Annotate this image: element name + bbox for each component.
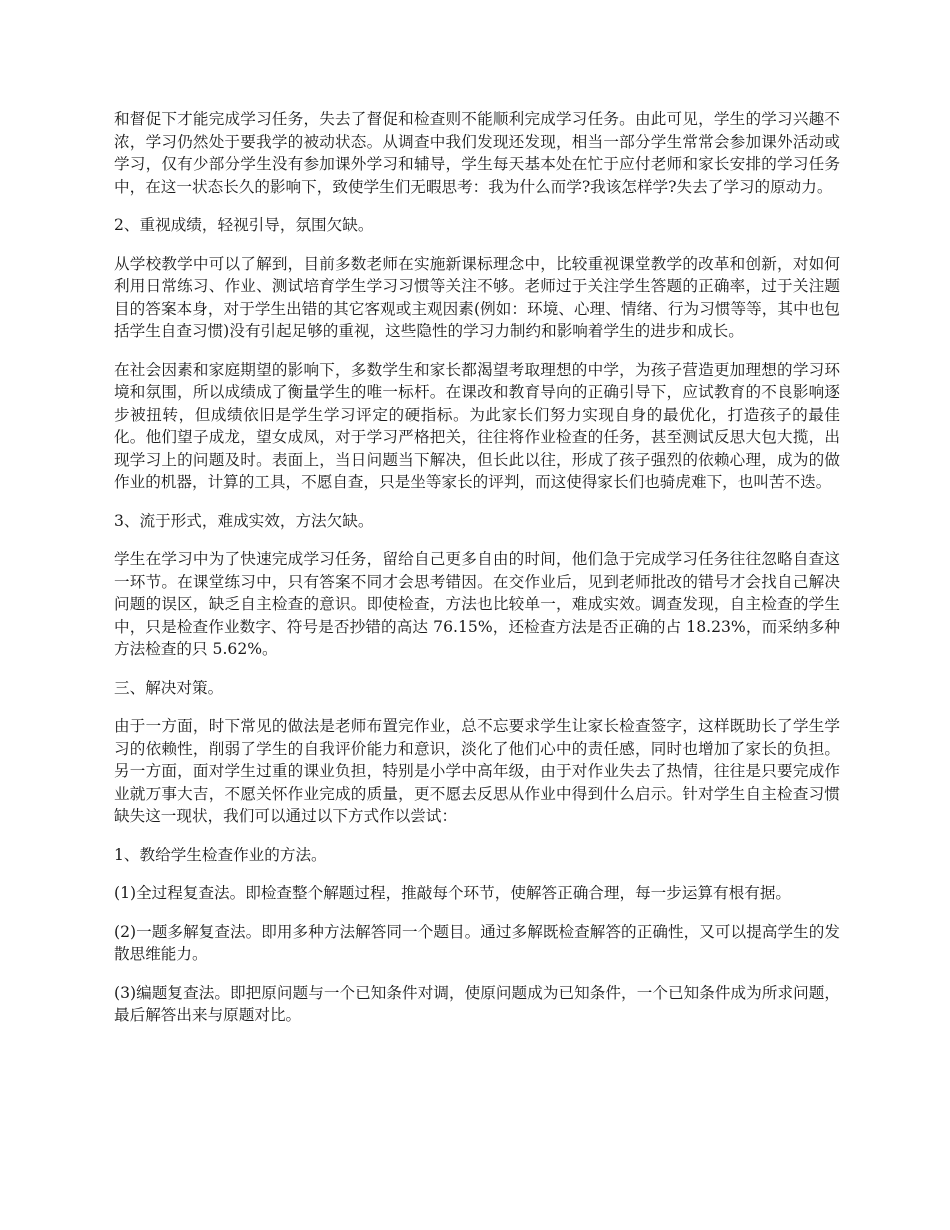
- paragraph-survey-results: 学生在学习中为了快速完成学习任务，留给自己更多自由的时间，他们急于完成学习任务往往忽略自查这一环节。在课堂练习中，只有答案不同才会思考错因。在交作业后，见到老师批改的错号才会找自己解决问题的误区，缺乏自主检查的意识。即使检查，方法也比较单一，难成实效。调查发现，自主检查的学生中，只是检查作业数字、符号是否抄错的高达 76.15%，还检查方法是否正确的占 18.23%，而采纳多种方法检查的只 5.62%。: [114, 550, 840, 658]
- document-body: [114, 108, 840, 1043]
- paragraph-family-expectation: 在社会因素和家庭期望的影响下，多数学生和家长都渴望考取理想的中学，为孩子营造更加理想的学习环境和氛围，所以成绩成了衡量学生的唯一标杆。在课改和教育导向的正确引导下，应试教育的不良影响逐步被扭转，但成绩依旧是学生学习评定的硬指标。为此家长们努力实现自身的最优化，打造孩子的最佳化。他们望子成龙，望女成凤，对于学习严格把关，往往将作业检查的任务，甚至测试反思大包大揽，出现学习上的问题及时。表面上，当日问题当下解决，但长此以往，形成了孩子强烈的依赖心理，成为的做作业的机器，计算的工具，不愿自查，只是坐等家长的评判，而这使得家长们也骑虎难下，也叫苦不迭。: [114, 360, 840, 491]
- paragraph-solutions-intro: 由于一方面，时下常见的做法是老师布置完作业，总不忘要求学生让家长检查签字，这样既助长了学生学习的依赖性，削弱了学生的自我评价能力和意识，淡化了他们心中的责任感，同时也增加了家长的负担。另一方面，面对学生过重的课业负担，特别是小学中高年级，由于对作业失去了热情，往往是只要完成作业就万事大吉，不愿关怀作业完成的质量，更不愿去反思从作业中得到什么启示。针对学生自主检查习惯缺失这一现状，我们可以通过以下方式作以尝试：: [114, 717, 840, 825]
- method-item-1: (1)全过程复查法。即检查整个解题过程，推敲每个环节，使解答正确合理，每一步运算有根有据。: [114, 884, 792, 902]
- section-heading-3: 3、流于形式，难成实效，方法欠缺。: [114, 511, 374, 530]
- method-item-2: (2)一题多解复查法。即用多种方法解答同一个题目。通过多解既检查解答的正确性，又可以提高学生的发散思维能力。: [114, 922, 840, 963]
- section-heading-solutions: 三、解决对策。: [114, 678, 224, 697]
- method-item-3: (3)编题复查法。即把原问题与一个已知条件对调，使原问题成为已知条件，一个已知条件成为所求问题，最后解答出来与原题对比。: [114, 983, 840, 1024]
- paragraph-intro-continuation: 和督促下才能完成学习任务，失去了督促和检查则不能顺利完成学习任务。由此可见，学生的学习兴趣不浓，学习仍然处于要我学的被动状态。从调查中我们发现还发现，相当一部分学生常常会参加课外活动或学习，仅有少部分学生没有参加课外学习和辅导，学生每天基本处在忙于应付老师和家长安排的学习任务中，在这一状态长久的影响下，致使学生们无暇思考：我为什么而学?我该怎样学?失去了学习的原动力。: [114, 110, 840, 196]
- paragraph-teacher-focus: 从学校教学中可以了解到，目前多数老师在实施新课标理念中，比较重视课堂教学的改革和创新，对如何利用日常练习、作业、测试培育学生学习习惯等关注不够。老师过于关注学生答题的正确率，过于关注题目的答案本身，对于学生出错的其它客观或主观因素(例如：环境、心理、情绪、行为习惯等等，其中也包括学生自查习惯)没有引起足够的重视，这些隐性的学习力制约和影响着学生的进步和成长。: [114, 254, 840, 340]
- subheading-methods: 1、教给学生检查作业的方法。: [114, 845, 327, 864]
- section-heading-2: 2、重视成绩，轻视引导，氛围欠缺。: [114, 216, 374, 234]
